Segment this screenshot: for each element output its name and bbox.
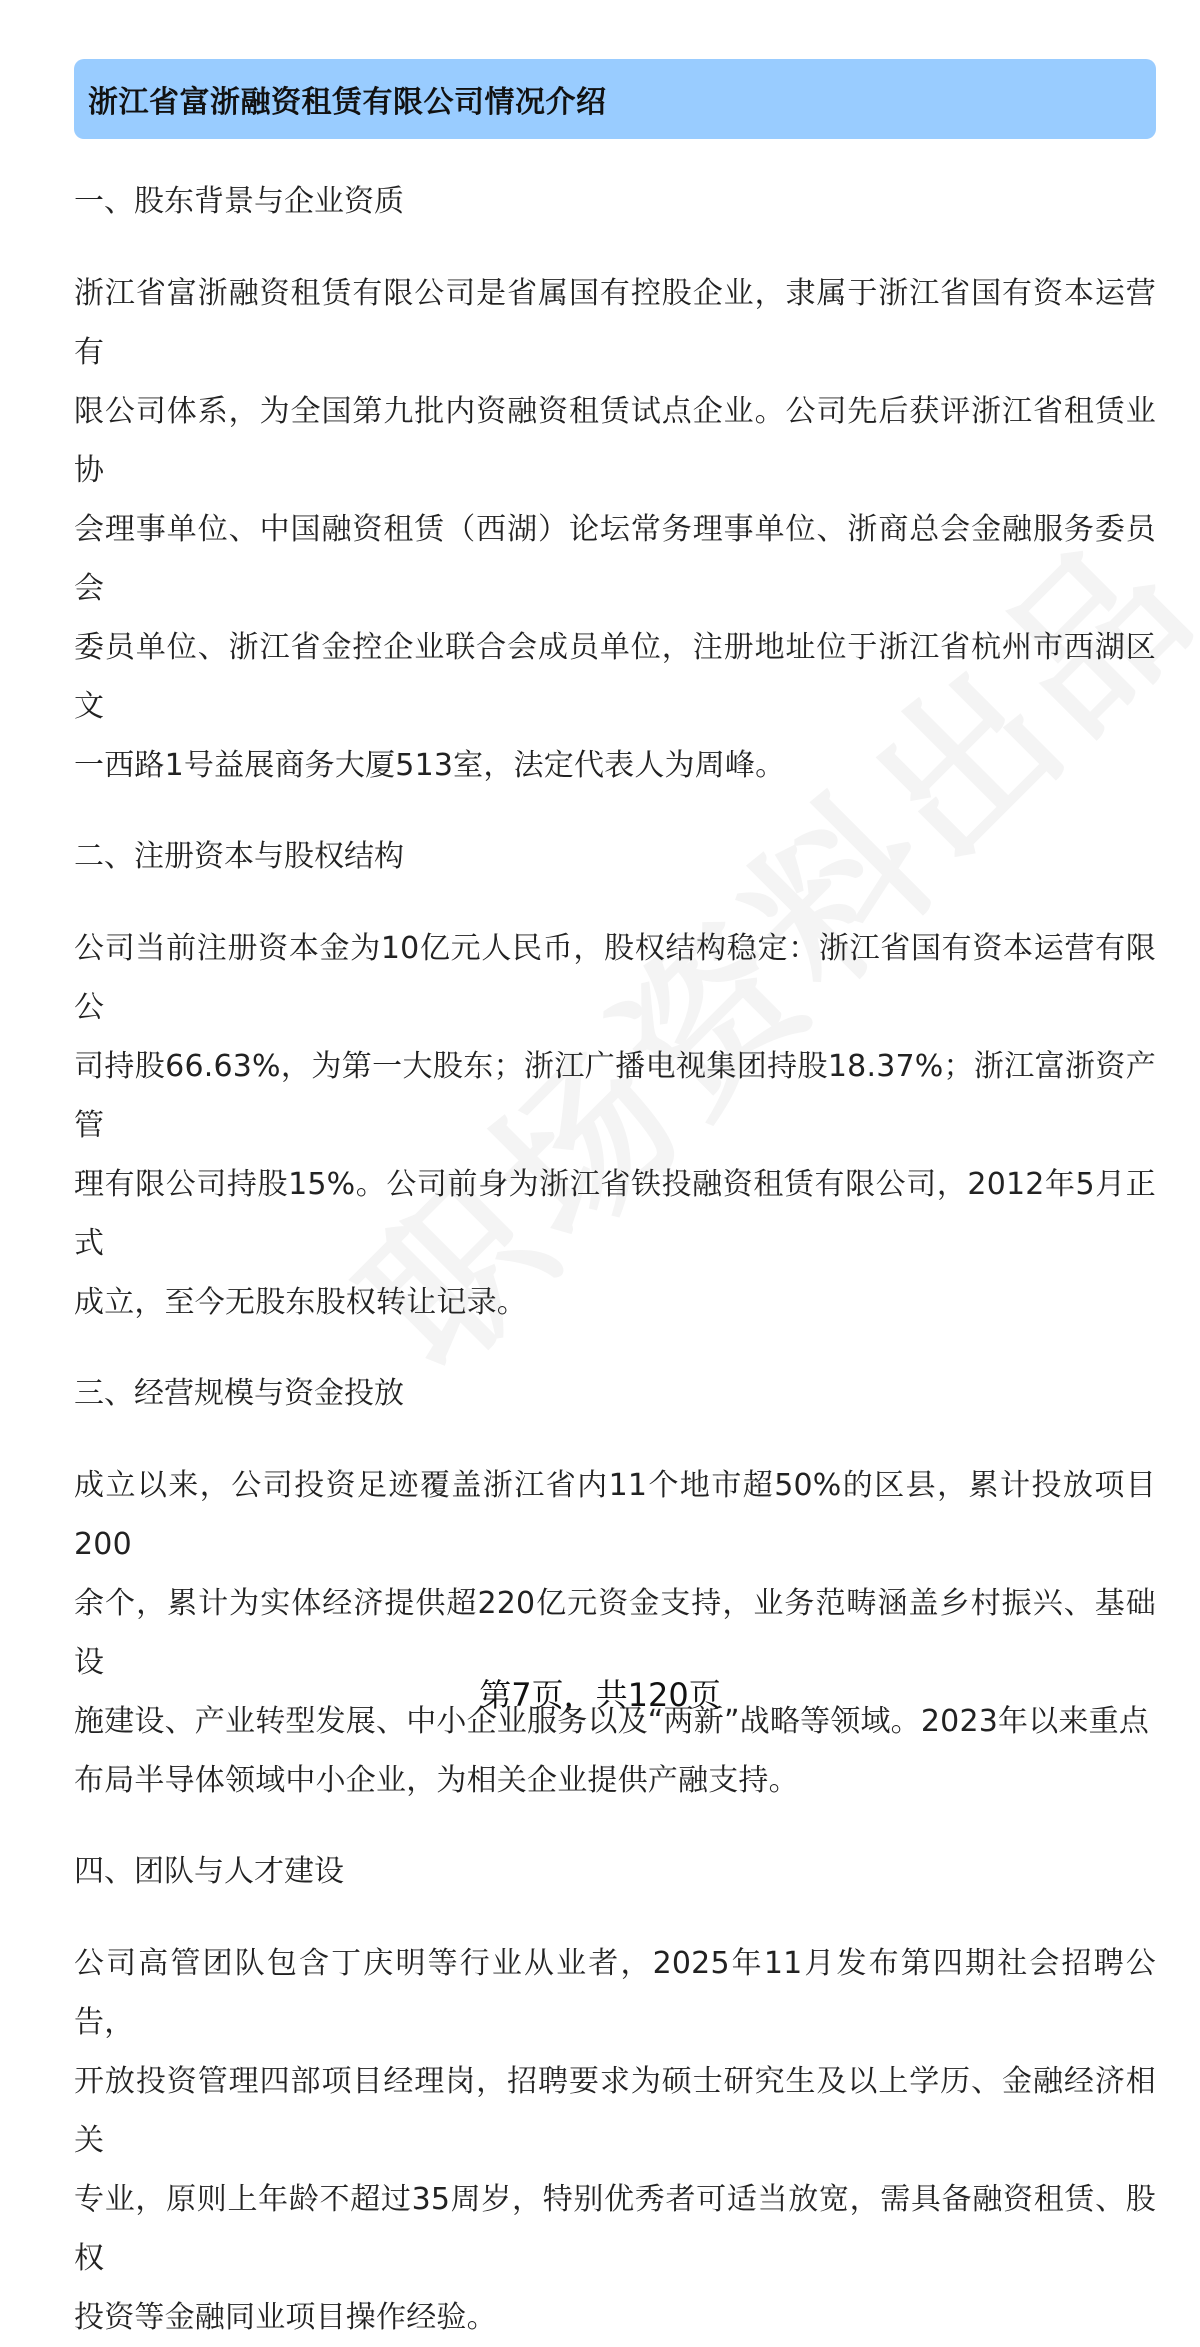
paragraph-line: 成立，至今无股东股权转让记录。	[74, 1285, 527, 1320]
paragraph-line: 一西路1号益展商务大厦513室，法定代表人为周峰。	[74, 748, 786, 783]
paragraph-line: 施建设、产业转型发展、中小企业服务以及“两新”战略等领域。2023年以来重点	[74, 1704, 1150, 1739]
section-paragraph	[74, 1934, 1156, 2347]
section-heading: 四、团队与人才建设	[74, 1854, 344, 1889]
section-team-talent	[74, 1842, 1156, 2347]
paragraph-line: 司持股66.63%，为第一大股东；浙江广播电视集团持股18.37%；浙江富浙资产管	[74, 1049, 1156, 1143]
section-heading: 二、注册资本与股权结构	[74, 839, 404, 874]
section-business-scale	[74, 1364, 1156, 1842]
document-body	[74, 172, 1156, 2347]
paragraph-line: 委员单位、浙江省金控企业联合会成员单位，注册地址位于浙江省杭州市西湖区文	[74, 630, 1156, 724]
paragraph-line: 布局半导体领域中小企业，为相关企业提供产融支持。	[74, 1763, 799, 1798]
section-shareholder-background	[74, 172, 1156, 827]
section-heading: 一、股东背景与企业资质	[74, 184, 404, 219]
paragraph-line: 开放投资管理四部项目经理岗，招聘要求为硕士研究生及以上学历、金融经济相关	[74, 2064, 1156, 2158]
title-banner	[74, 59, 1156, 139]
paragraph-line: 公司高管团队包含丁庆明等行业从业者，2025年11月发布第四期社会招聘公告，	[74, 1946, 1156, 2040]
section-registered-capital	[74, 827, 1156, 1364]
paragraph-line: 会理事单位、中国融资租赁（西湖）论坛常务理事单位、浙商总会金融服务委员会	[74, 512, 1156, 606]
section-heading: 三、经营规模与资金投放	[74, 1376, 404, 1411]
page-number: 第7页，共120页	[479, 1676, 721, 1714]
section-paragraph	[74, 1456, 1156, 1810]
page-title: 浙江省富浙融资租赁有限公司情况介绍	[88, 85, 607, 120]
section-paragraph	[74, 919, 1156, 1332]
paragraph-line: 限公司体系，为全国第九批内资融资租赁试点企业。公司先后获评浙江省租赁业协	[74, 394, 1156, 488]
paragraph-line: 余个，累计为实体经济提供超220亿元资金支持，业务范畴涵盖乡村振兴、基础设	[74, 1586, 1156, 1680]
paragraph-line: 浙江省富浙融资租赁有限公司是省属国有控股企业，隶属于浙江省国有资本运营有	[74, 276, 1156, 370]
paragraph-line: 公司当前注册资本金为10亿元人民币，股权结构稳定：浙江省国有资本运营有限公	[74, 931, 1156, 1025]
paragraph-line: 理有限公司持股15%。公司前身为浙江省铁投融资租赁有限公司，2012年5月正式	[74, 1167, 1156, 1261]
section-paragraph	[74, 264, 1156, 795]
paragraph-line: 成立以来，公司投资足迹覆盖浙江省内11个地市超50%的区县，累计投放项目200	[74, 1468, 1156, 1562]
paragraph-line: 投资等金融同业项目操作经验。	[74, 2300, 497, 2335]
paragraph-line: 专业，原则上年龄不超过35周岁，特别优秀者可适当放宽，需具备融资租赁、股权	[74, 2182, 1156, 2276]
